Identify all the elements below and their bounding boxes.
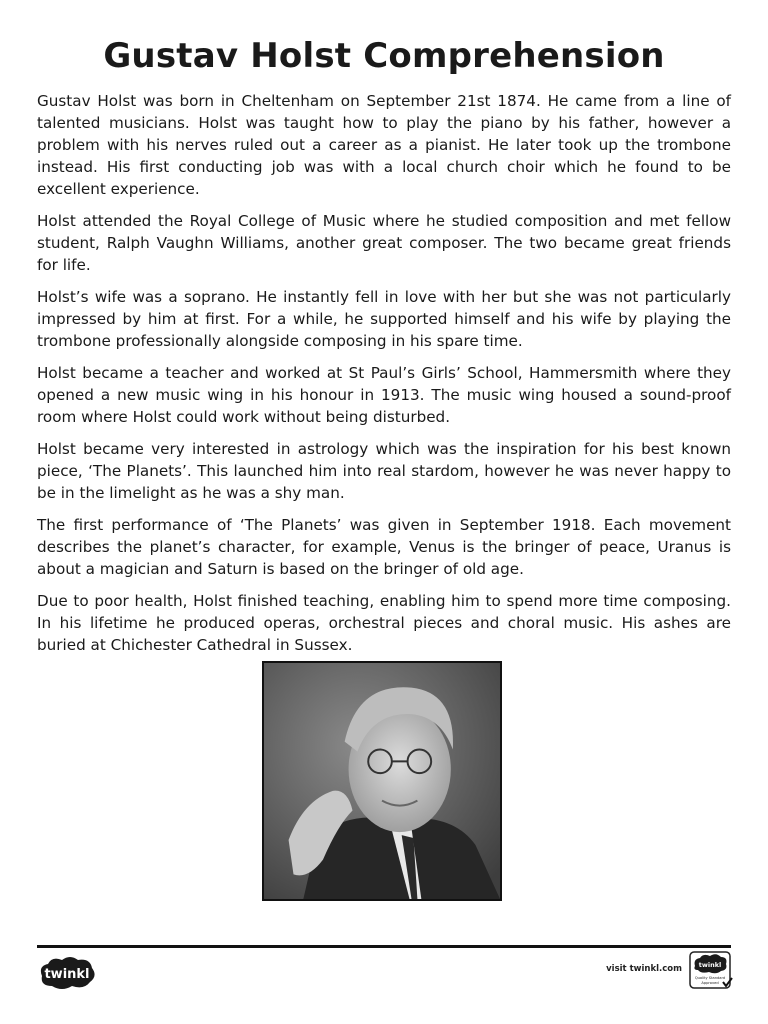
paragraph-5: Holst became very interested in astrology which was the inspiration for his best known piece, ‘The Planets’. This launched him into real stardom, however he was never happy to be in the limelight as he was a shy man. bbox=[37, 440, 731, 502]
twinkl-logo-icon bbox=[36, 954, 98, 990]
paragraph-3: Holst’s wife was a soprano. He instantly fell in love with her but she was not particularly impressed by him at first. For a while, he supported himself and his wife by playing the trombone professionally alongside composing in his spare time. bbox=[37, 288, 731, 350]
quality-badge bbox=[689, 951, 733, 991]
paragraph-1: Gustav Holst was born in Cheltenham on September 21st 1874. He came from a line of talented musicians. Holst was taught how to play the piano by his father, however a problem with his nerves ruled out a career as a pianist. He later took up the trombone instead. His first conducting job was with a local church choir which he found to be excellent experience. bbox=[37, 92, 731, 198]
paragraph-2: Holst attended the Royal College of Music where he studied composition and met fellow student, Ralph Vaughn Williams, another great composer. The two became great friends for life. bbox=[37, 212, 731, 274]
portrait-image bbox=[264, 663, 500, 899]
article-body bbox=[37, 90, 731, 666]
page-title: Gustav Holst Comprehension bbox=[103, 36, 665, 76]
twinkl-logo[interactable] bbox=[36, 954, 98, 990]
footer-divider bbox=[37, 945, 731, 948]
logo-text: twinkl bbox=[44, 967, 90, 982]
quality-badge-icon bbox=[689, 951, 733, 991]
paragraph-4: Holst became a teacher and worked at St Paul’s Girls’ School, Hammersmith where they opened a new music wing in his honour in 1913. The music wing housed a sound-proof room where Holst could work without being disturbed. bbox=[37, 364, 731, 426]
svg-text:Quality Standard: Quality Standard bbox=[694, 976, 726, 980]
svg-text:twinkl: twinkl bbox=[698, 961, 722, 969]
paragraph-6: The first performance of ‘The Planets’ was given in September 1918. Each movement describes the planet’s character, for example, Venus is the bringer of peace, Uranus is about a magician and Saturn is based on the bringer of old age. bbox=[37, 516, 731, 578]
visit-link[interactable]: visit twinkl.com bbox=[606, 964, 682, 974]
portrait-photo bbox=[262, 661, 502, 901]
svg-text:Approved: Approved bbox=[701, 981, 719, 985]
paragraph-7: Due to poor health, Holst finished teaching, enabling him to spend more time composing. In his lifetime he produced operas, orchestral pieces and choral music. His ashes are buried at Chichester Cathedral in Sussex. bbox=[37, 592, 731, 654]
